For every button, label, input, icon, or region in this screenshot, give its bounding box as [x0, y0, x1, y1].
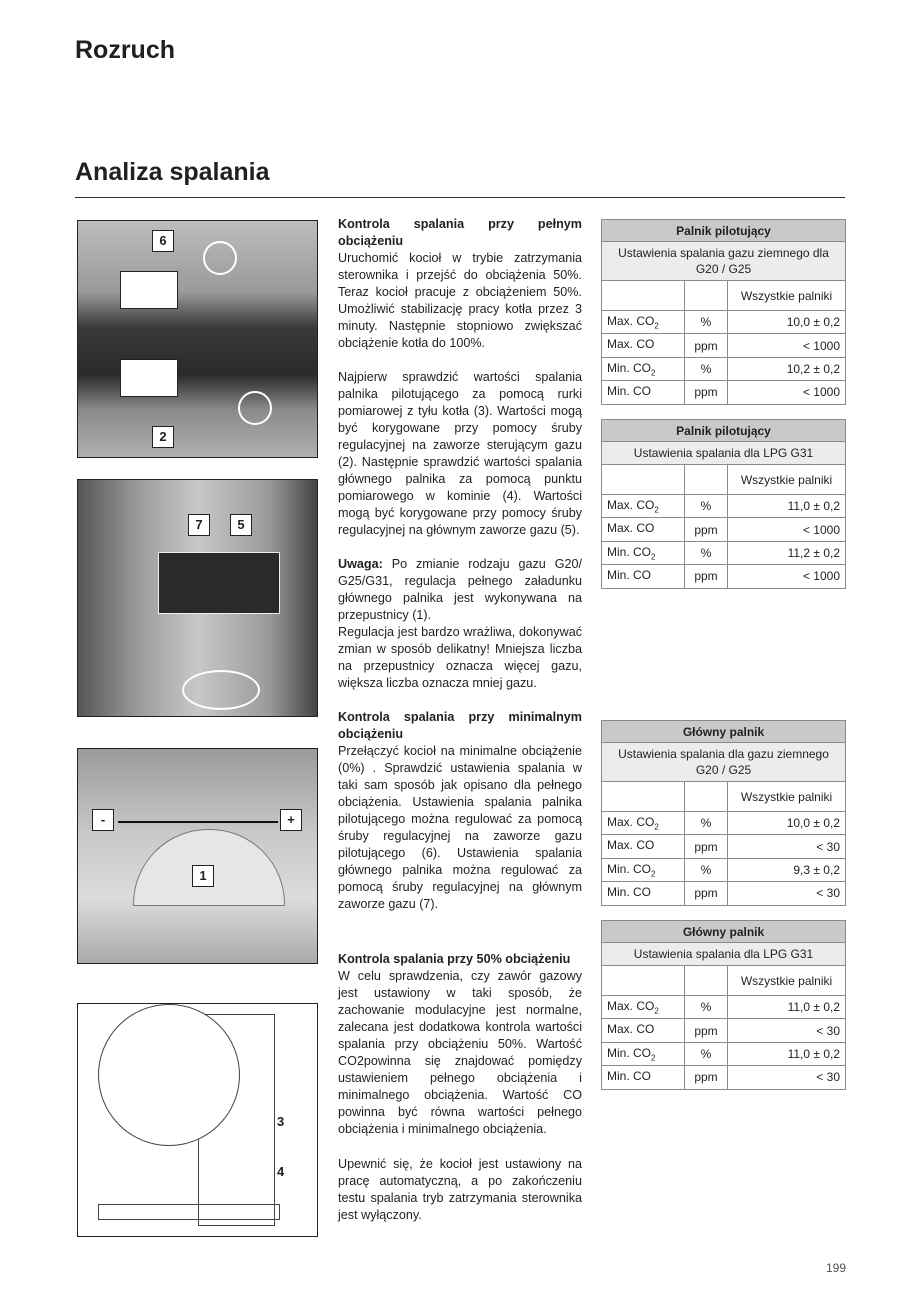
table-row: [602, 996, 846, 1019]
unit: ppm: [685, 1019, 728, 1042]
unit: %: [685, 1042, 728, 1065]
subscript: 2: [654, 505, 659, 515]
value: < 30: [728, 1066, 846, 1089]
column-header: Wszystkie palniki: [728, 281, 846, 311]
value: < 1000: [728, 334, 846, 357]
label-7: 7: [188, 514, 210, 536]
subscript: 2: [651, 368, 656, 378]
value: 11,0 ± 0,2: [728, 495, 846, 518]
subscript: 2: [654, 321, 659, 331]
value: 11,0 ± 0,2: [728, 996, 846, 1019]
unit: %: [685, 812, 728, 835]
table-row: [602, 858, 846, 881]
unit: %: [685, 996, 728, 1019]
first-check-paragraph: Najpierw sprawdzić wartości spalania palnika pilotującego za pomocą rurki pomiarowej z tyłu kotła (3). Wartości mogą być korygowane przy pomocy śruby regulacyjnej na zaworze sterującym gazu (2). Następnie sprawdzić wartości spalania głównego palnika za pomocą punktu pomiarowego w kominie (4). Wartości mogą być korygowane przy pomocy śruby regulacyjnej na głównym zaworze gazu (5).: [338, 370, 582, 537]
parameter: Max. CO: [607, 1022, 655, 1037]
half-load-body: W celu sprawdzenia, czy zawór gazowy jest ustawiony w taki sposób, że zachowanie modulacyjne jest normalne, zalecana jest dodatkowa kontrola wartości spalania przy obciążeniu 50%. Wartość CO2powinna się znajdować pomiędzy ustawieniem pełnego obciążenia i minimalnego obciążenia. Wartość CO powinna być równa wartości pełnego obciążenia i minimalnego obciążenia.: [338, 969, 582, 1136]
subscript: 2: [654, 822, 659, 832]
table-row: [602, 311, 846, 334]
table-row: [602, 565, 846, 588]
parameter: Max. CO: [607, 815, 655, 829]
combustion-settings-table: [601, 419, 846, 589]
half-load-heading: Kontrola spalania przy 50% obciążeniu: [338, 952, 571, 966]
parameter: Max. CO: [607, 498, 655, 512]
table-row: [602, 518, 846, 541]
combustion-settings-table: [601, 920, 846, 1090]
parameter: Max. CO: [607, 999, 655, 1013]
subscript: 2: [651, 552, 656, 562]
gas-valve-photo-1: [77, 220, 318, 458]
label-5: 5: [230, 514, 252, 536]
unit: %: [685, 858, 728, 881]
full-load-body: Uruchomić kocioł w trybie zatrzymania sterownika i przejść do obciążenia 50%. Teraz kocioł pracuje z obciążeniem 50%. Umożliwić stabilizację pracy kotła przez 3 minuty. Następnie stopniowo zwiększać obciążenie kotła do 100%.: [338, 251, 582, 350]
parameter: Min. CO: [607, 568, 652, 583]
value: 11,0 ± 0,2: [728, 1042, 846, 1065]
note-label: Uwaga:: [338, 557, 383, 571]
parameter: Min. CO: [607, 1069, 652, 1084]
unit: %: [685, 495, 728, 518]
label-4: 4: [277, 1164, 285, 1179]
unit: ppm: [685, 1066, 728, 1089]
table-row: [602, 882, 846, 905]
value: < 30: [728, 882, 846, 905]
value: < 30: [728, 835, 846, 858]
label-1: 1: [192, 865, 214, 887]
table-subtitle: Ustawienia spalania dla LPG G31: [602, 943, 846, 966]
table-row: [602, 1019, 846, 1042]
column-header: Wszystkie palniki: [728, 465, 846, 495]
note-section: [338, 556, 582, 692]
subscript: 2: [651, 869, 656, 879]
parameter: Min. CO: [607, 360, 652, 375]
unit: %: [685, 357, 728, 380]
table-row: [602, 835, 846, 858]
table-subtitle: Ustawienia spalania dla LPG G31: [602, 442, 846, 465]
value: 10,2 ± 0,2: [728, 357, 846, 380]
final-paragraph: Upewnić się, że kocioł jest ustawiony na pracę automatyczną, a po zakończeniu testu spalania tryb zatrzymania sterownika jest wyłączony.: [338, 1157, 582, 1222]
subscript: 2: [654, 1006, 659, 1016]
boiler-diagram: [77, 1003, 318, 1237]
parameter: Min. CO: [607, 1045, 652, 1060]
combustion-settings-table: [601, 219, 846, 405]
gas-valve-photo-2: [77, 479, 318, 717]
table-title: Główny palnik: [602, 721, 846, 743]
section-title: Analiza spalania: [75, 158, 270, 186]
unit: %: [685, 541, 728, 564]
table-subtitle: Ustawienia spalania dla gazu ziemnego G20 / G25: [602, 743, 846, 782]
table-row: [602, 1066, 846, 1089]
parameter: Max. CO: [607, 337, 655, 352]
unit: ppm: [685, 518, 728, 541]
unit: ppm: [685, 835, 728, 858]
combustion-settings-table: [601, 720, 846, 906]
parameter: Min. CO: [607, 544, 652, 559]
parameter: Max. CO: [607, 521, 655, 536]
table-row: [602, 495, 846, 518]
column-header: Wszystkie palniki: [728, 782, 846, 812]
unit: ppm: [685, 334, 728, 357]
value: < 30: [728, 1019, 846, 1042]
value: < 1000: [728, 565, 846, 588]
page-number: 199: [826, 1261, 847, 1275]
parameter: Max. CO: [607, 838, 655, 853]
label-3: 3: [277, 1114, 285, 1129]
value: 10,0 ± 0,2: [728, 812, 846, 835]
unit: ppm: [685, 882, 728, 905]
subscript: 2: [651, 1053, 656, 1063]
value: 9,3 ± 0,2: [728, 858, 846, 881]
label-2: 2: [152, 426, 174, 448]
full-load-section: [338, 216, 582, 352]
table-row: [602, 541, 846, 564]
unit: ppm: [685, 565, 728, 588]
table-row: [602, 357, 846, 380]
label-6: 6: [152, 230, 174, 252]
table-title: Palnik pilotujący: [602, 420, 846, 442]
table-subtitle: Ustawienia spalania gazu ziemnego dla G20 / G25: [602, 242, 846, 281]
value: < 1000: [728, 518, 846, 541]
note-body: Po zmianie rodzaju gazu G20/ G25/G31, regulacja pełnego załadunku głównego palnika jest wykonywana na przepustnicy (1).: [338, 557, 582, 622]
table-title: Palnik pilotujący: [602, 220, 846, 242]
value: < 1000: [728, 381, 846, 404]
value: 10,0 ± 0,2: [728, 311, 846, 334]
label-plus: +: [280, 809, 302, 831]
table-title: Główny palnik: [602, 921, 846, 943]
parameter: Min. CO: [607, 861, 652, 876]
table-row: [602, 1042, 846, 1065]
parameter: Min. CO: [607, 885, 652, 900]
unit: %: [685, 311, 728, 334]
full-load-heading: Kontrola spalania przy pełnym obciążeniu: [338, 217, 582, 248]
chapter-title: Rozruch: [75, 36, 175, 64]
throttle-photo: [77, 748, 318, 964]
value: 11,2 ± 0,2: [728, 541, 846, 564]
table-row: [602, 812, 846, 835]
label-minus: -: [92, 809, 114, 831]
divider: [75, 197, 845, 198]
half-load-section: [338, 951, 582, 1138]
min-load-section: [338, 709, 582, 913]
parameter: Max. CO: [607, 314, 655, 328]
min-load-heading: Kontrola spalania przy minimalnym obciążeniu: [338, 710, 582, 741]
table-row: [602, 381, 846, 404]
column-header: Wszystkie palniki: [728, 966, 846, 996]
min-load-body: Przełączyć kocioł na minimalne obciążenie (0%) . Sprawdzić ustawienia spalania w taki sam sposób jak opisano dla pełnego obciążenia. Ustawienia spalania palnika pilotującego można regulować za pomocą śruby regulacyjnej na zaworze gazu pilotującego (6). Ustawienia spalania głównego palnika można regulować za pomocą śruby regulacyjnej na głównym zaworze gazu (7).: [338, 744, 582, 911]
note-body-2: Regulacja jest bardzo wrażliwa, dokonywać zmian w sposób delikatny! Mniejsza liczba na przepustnicy oznacza więcej gazu, większa liczba oznacza mniej gazu.: [338, 625, 582, 690]
unit: ppm: [685, 381, 728, 404]
table-row: [602, 334, 846, 357]
parameter: Min. CO: [607, 384, 652, 399]
